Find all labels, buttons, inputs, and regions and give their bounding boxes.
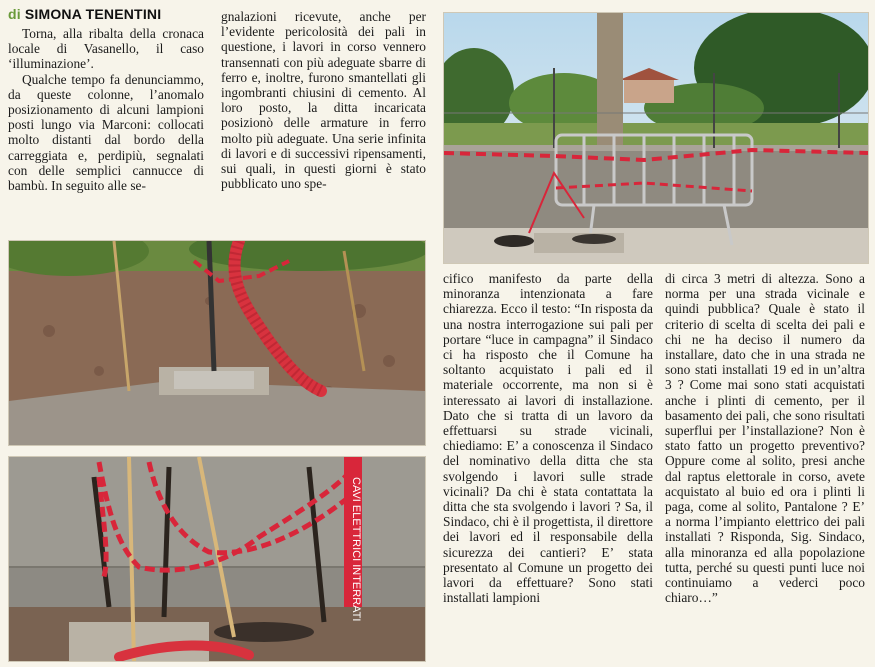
- photo-roadside-barrier: [443, 12, 869, 264]
- paragraph: di circa 3 metri di altezza. Sono a norma per una strada vicinale e quindi pubblica? Quale è stato il criterio di scelta di scelta dei pali e chi ne ha deciso il numero da installare, dato che in una strada ne sono stati installati 19 ed in un’altra 3 ? Come mai sono stati acquistati anche i plinti di cemento, per il basamento dei pali, che sono risultati superflui per l’installazione? Non è stato fatto un progetto preventivo? Oppure come al solito, presi anche dal raptus elettorale in corso, avete acquistato al buio ed ora i plinti li paga, come al solito, Pantalone ? E’ a norma l’impianto elettrico dei pali installati ? Risponda, Sig. Sindaco, alla minoranza ed alla popolazione tutta, perché su questi punti luce noi continuiamo a vederci poco chiaro…”: [665, 271, 865, 606]
- paragraph: Qualche tempo fa denunciammo, da queste colonne, l’anomalo posizionamento di alcuni lampioni posti lungo via Marconi: collocati molto distanti dal bordo della carreggiata e, perdipiù, segnalati con delle semplici cannucce di bambù. In seguito alle se-: [8, 71, 204, 194]
- byline-prefix: di: [8, 6, 21, 22]
- byline: [8, 6, 218, 22]
- article-column-2: [221, 9, 426, 191]
- paragraph: cifico manifesto da parte della minoranza intenzionata a fare chiarezza. Ecco il testo: “In risposta da una nostra interrogazione sui pali per portare “luce in campagna” il Sindaco ci ha risposto che il Comune ha soltanto acquistato i pali ed il materiale occorrente, ma non si è interessato ai lavori di installazione. Dato che si tratta di un lavoro da effettuarsi su strade vicinali, chiediamo: E’ a conoscenza il Sindaco del nominativo della ditta che sta svolgendo i lavori sulle strade vicinali? Da chi è stata contattata la ditta che sta svolgendo i lavori ? Sa, il Sindaco, chi è il progettista, il direttore dei lavori ed il responsabile della sicurezza dei cantieri? E’ stata presentato al Comune un progetto dei lavori da effettuare? Sono stati installati lampioni: [443, 271, 653, 606]
- author-name: SIMONA TENENTINI: [24, 6, 162, 22]
- photo-taped-stakes: [8, 456, 426, 662]
- photo-excavation-hose: [8, 240, 426, 446]
- article-column-3: [443, 271, 653, 605]
- article-column-4: [665, 271, 865, 605]
- paragraph: Torna, alla ribalta della cronaca locale di Vasanello, il caso ‘illuminazione’.: [8, 26, 204, 72]
- paragraph: gnalazioni ricevute, anche per l’evidente pericolosità dei pali in questione, i lavori in corso vennero transennati con più adeguate sbarre di ferro e, inoltre, furono smantellati gli ingombranti chiusini di cemento. Al loro posto, la ditta incaricata posizionò delle armature in ferro molto più adeguate. Una serie infinita di lavori e di successivi ripensamenti, sui quali, in questi giorni è stato pubblicato uno spe-: [221, 9, 426, 192]
- article-column-1: [8, 26, 204, 193]
- tape-text: CAVI ELETTRICI INTERRATI: [350, 477, 362, 622]
